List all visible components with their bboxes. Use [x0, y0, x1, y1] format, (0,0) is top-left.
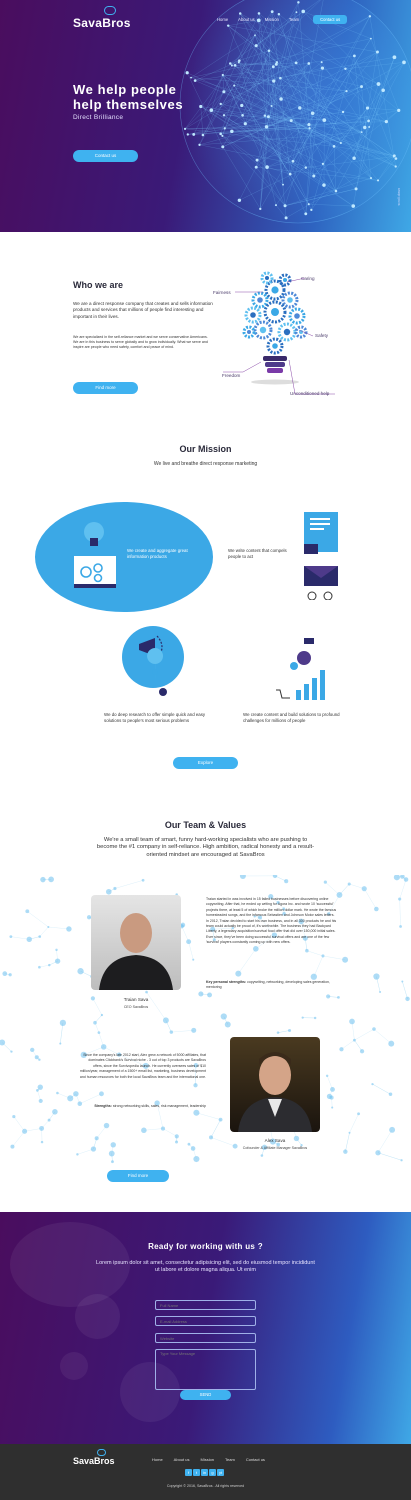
linkedin-icon[interactable]: in [202, 1470, 207, 1475]
megaphone-location-icon [135, 632, 175, 696]
top-nav [217, 15, 347, 24]
brand-name-accent: Bros [102, 16, 131, 30]
scroll-down-hint[interactable]: scroll down [397, 188, 401, 206]
mission-subtitle: We live and breathe direct response marketing [153, 461, 258, 467]
who-paragraph-1: We are a direct response company that creates and sells information products and services that millions of people find interesting and important in their lives. [73, 301, 213, 319]
send-button[interactable]: SEND [180, 1390, 231, 1400]
nav-home[interactable]: Home [217, 17, 229, 22]
logo-bubble-icon [104, 6, 116, 15]
label-freedom: Freedom [222, 373, 241, 378]
alex-strengths-label: Strengths: [94, 1104, 112, 1108]
label-safety: Safety [315, 333, 329, 338]
footer-nav-home[interactable]: Home [152, 1457, 163, 1462]
alex-strengths [78, 1104, 206, 1109]
nav-team[interactable]: Team [288, 17, 300, 22]
mission-item-2: We write content that compels people to act [228, 548, 287, 559]
who-find-more-button[interactable]: Find more [73, 382, 138, 394]
facebook-icon[interactable]: f [185, 1469, 192, 1476]
hero-title-line1: We help people [73, 82, 177, 97]
alex-bio: Since the company's late 2012 start, Alex grew a network of 5000 affiliates, that dominates Clickbank's Survival niche - 3 out of top 3 products are SavaBros offers, since the Survivopedia launch. He currently oversees sales of $10 million/year, management of a 1500+ email list, marketing, business development and human resources for both the local SavaBros team and the international one. [79, 1053, 206, 1079]
label-unconditioned-help: Unconditioned help [290, 391, 330, 396]
traian-strengths-text: copywriting, networking, developing sales generation, mentoring [206, 980, 330, 990]
alex-name: Alex Sava [264, 1138, 286, 1143]
mission-item-1: We create and aggregate great information products [127, 548, 188, 559]
globe-network-illustration [168, 0, 411, 232]
hero-contact-button[interactable]: Contact us [73, 150, 138, 162]
hero-title-line2: help themselves [73, 97, 184, 112]
contact-subtitle: Lorem ipsum dolor sit amet, consectetur adipisicing elit, sed do eiusmod tempor incididunt ut labore et dolore magna aliqua. Ut enim [96, 1260, 315, 1273]
team-find-more-button[interactable]: Find more [107, 1170, 169, 1182]
traian-name: Traian Sava [123, 997, 149, 1002]
footer-logo[interactable] [73, 1456, 115, 1466]
growth-chart-icon [270, 636, 330, 706]
decor-blob [75, 1294, 120, 1339]
label-caring: Caring [301, 276, 315, 281]
traian-role: CEO SavaBros [123, 1005, 149, 1009]
alex-role: Cofounder & Affiliate Manager SavaBros [242, 1146, 308, 1150]
footer [0, 1444, 411, 1500]
youtube-icon[interactable]: yt [218, 1470, 223, 1475]
contact-title: Ready for working with us ? [148, 1242, 263, 1251]
mission-item-3: We do deep research to offer simple quick and easy solutions to people's most serious problems [104, 712, 206, 723]
email-field[interactable] [155, 1316, 256, 1326]
person-portrait-icon [230, 1037, 320, 1132]
footer-brand-main: Sava [73, 1456, 95, 1466]
alex-sava-photo [230, 1037, 320, 1132]
message-field[interactable] [155, 1349, 256, 1390]
who-paragraph-2b: We are in this business to serve globally and to grow individually. What we serve and inspire are people who need safety, comfort and peace of mind. [73, 340, 208, 350]
nav-contact-button[interactable]: Contact us [313, 15, 347, 24]
who-paragraph-2a: We are specialized in the self-reliance market and we serve conservative Americans. [73, 335, 208, 339]
google-plus-icon[interactable]: g [209, 1469, 216, 1476]
brand-logo[interactable] [73, 16, 131, 30]
brand-name-main: Sava [73, 16, 103, 30]
traian-bio: Traian started in was involved in 15 failed businesses before discovering online copywriting. After that, he ended up writing for Agora Inc. and wrote 10 'successful' projects there, at least 5 of which broke the million dollar mark. He wrote the famous homesteaded songs, and the infamous Sebastien and Johnson Motor sales letters. In 2012, Traian decided to start his own business, and in all 300 products he and his team could actually be proud of, it's worthwhile. The business they had Backyard Liberty, a legendary acquisition/survival food offer that did over 150,000 initial sales. Ever since, they've been doing successful survival offers and are one of the few 'survival' players constantly coming up with new offers. [206, 897, 337, 945]
traian-strengths [206, 980, 337, 991]
copyright-text: Copyright © 2016, SavaBros . All rights reserved [166, 1484, 245, 1488]
mission-explore-button[interactable]: Explore [173, 757, 238, 769]
website-field[interactable] [155, 1333, 256, 1343]
hero-tagline: Direct Brilliance [73, 114, 124, 121]
nav-mission[interactable]: Mission [264, 17, 279, 22]
footer-nav-team[interactable]: Team [225, 1457, 235, 1462]
team-subtitle: We're a small team of smart, funny hard-working specialists who are pushing to become the #1 company in self-reliance. High ambition, radical honesty and a result-oriented mindset are encouraged at SavaBros [96, 837, 315, 858]
team-title: Our Team & Values [164, 820, 247, 830]
footer-logo-bubble-icon [97, 1449, 106, 1456]
contact-section [0, 1212, 411, 1444]
label-fairness: Fairness [213, 290, 231, 295]
lightbulb-monitor-icon [70, 518, 120, 598]
footer-nav-contact[interactable]: Contact us [245, 1457, 265, 1462]
footer-nav-about[interactable]: About us [173, 1457, 190, 1462]
mission-title: Our Mission [179, 444, 232, 454]
twitter-icon[interactable]: t [193, 1469, 200, 1476]
decor-blob [60, 1352, 88, 1380]
nav-about[interactable]: About us [238, 17, 255, 22]
who-paragraph-2 [73, 335, 213, 351]
full-name-field[interactable] [155, 1300, 256, 1310]
person-portrait-icon [91, 895, 181, 990]
footer-brand-accent: Bros [94, 1456, 115, 1466]
footer-nav-mission[interactable]: Mission [200, 1457, 215, 1462]
hero-title [73, 82, 183, 112]
traian-strengths-label: Key personal strengths: [206, 980, 247, 984]
who-title: Who we are [73, 280, 124, 290]
social-links [185, 1469, 224, 1476]
footer-nav [152, 1457, 276, 1462]
document-envelope-icon [300, 508, 342, 600]
traian-sava-photo [91, 895, 181, 990]
hero-section [0, 0, 411, 232]
alex-strengths-text: strong networking skills, sales, risk management, leadership [112, 1104, 206, 1108]
mission-item-4: We create content and build solutions to profound challenges for millions of people [243, 712, 340, 723]
